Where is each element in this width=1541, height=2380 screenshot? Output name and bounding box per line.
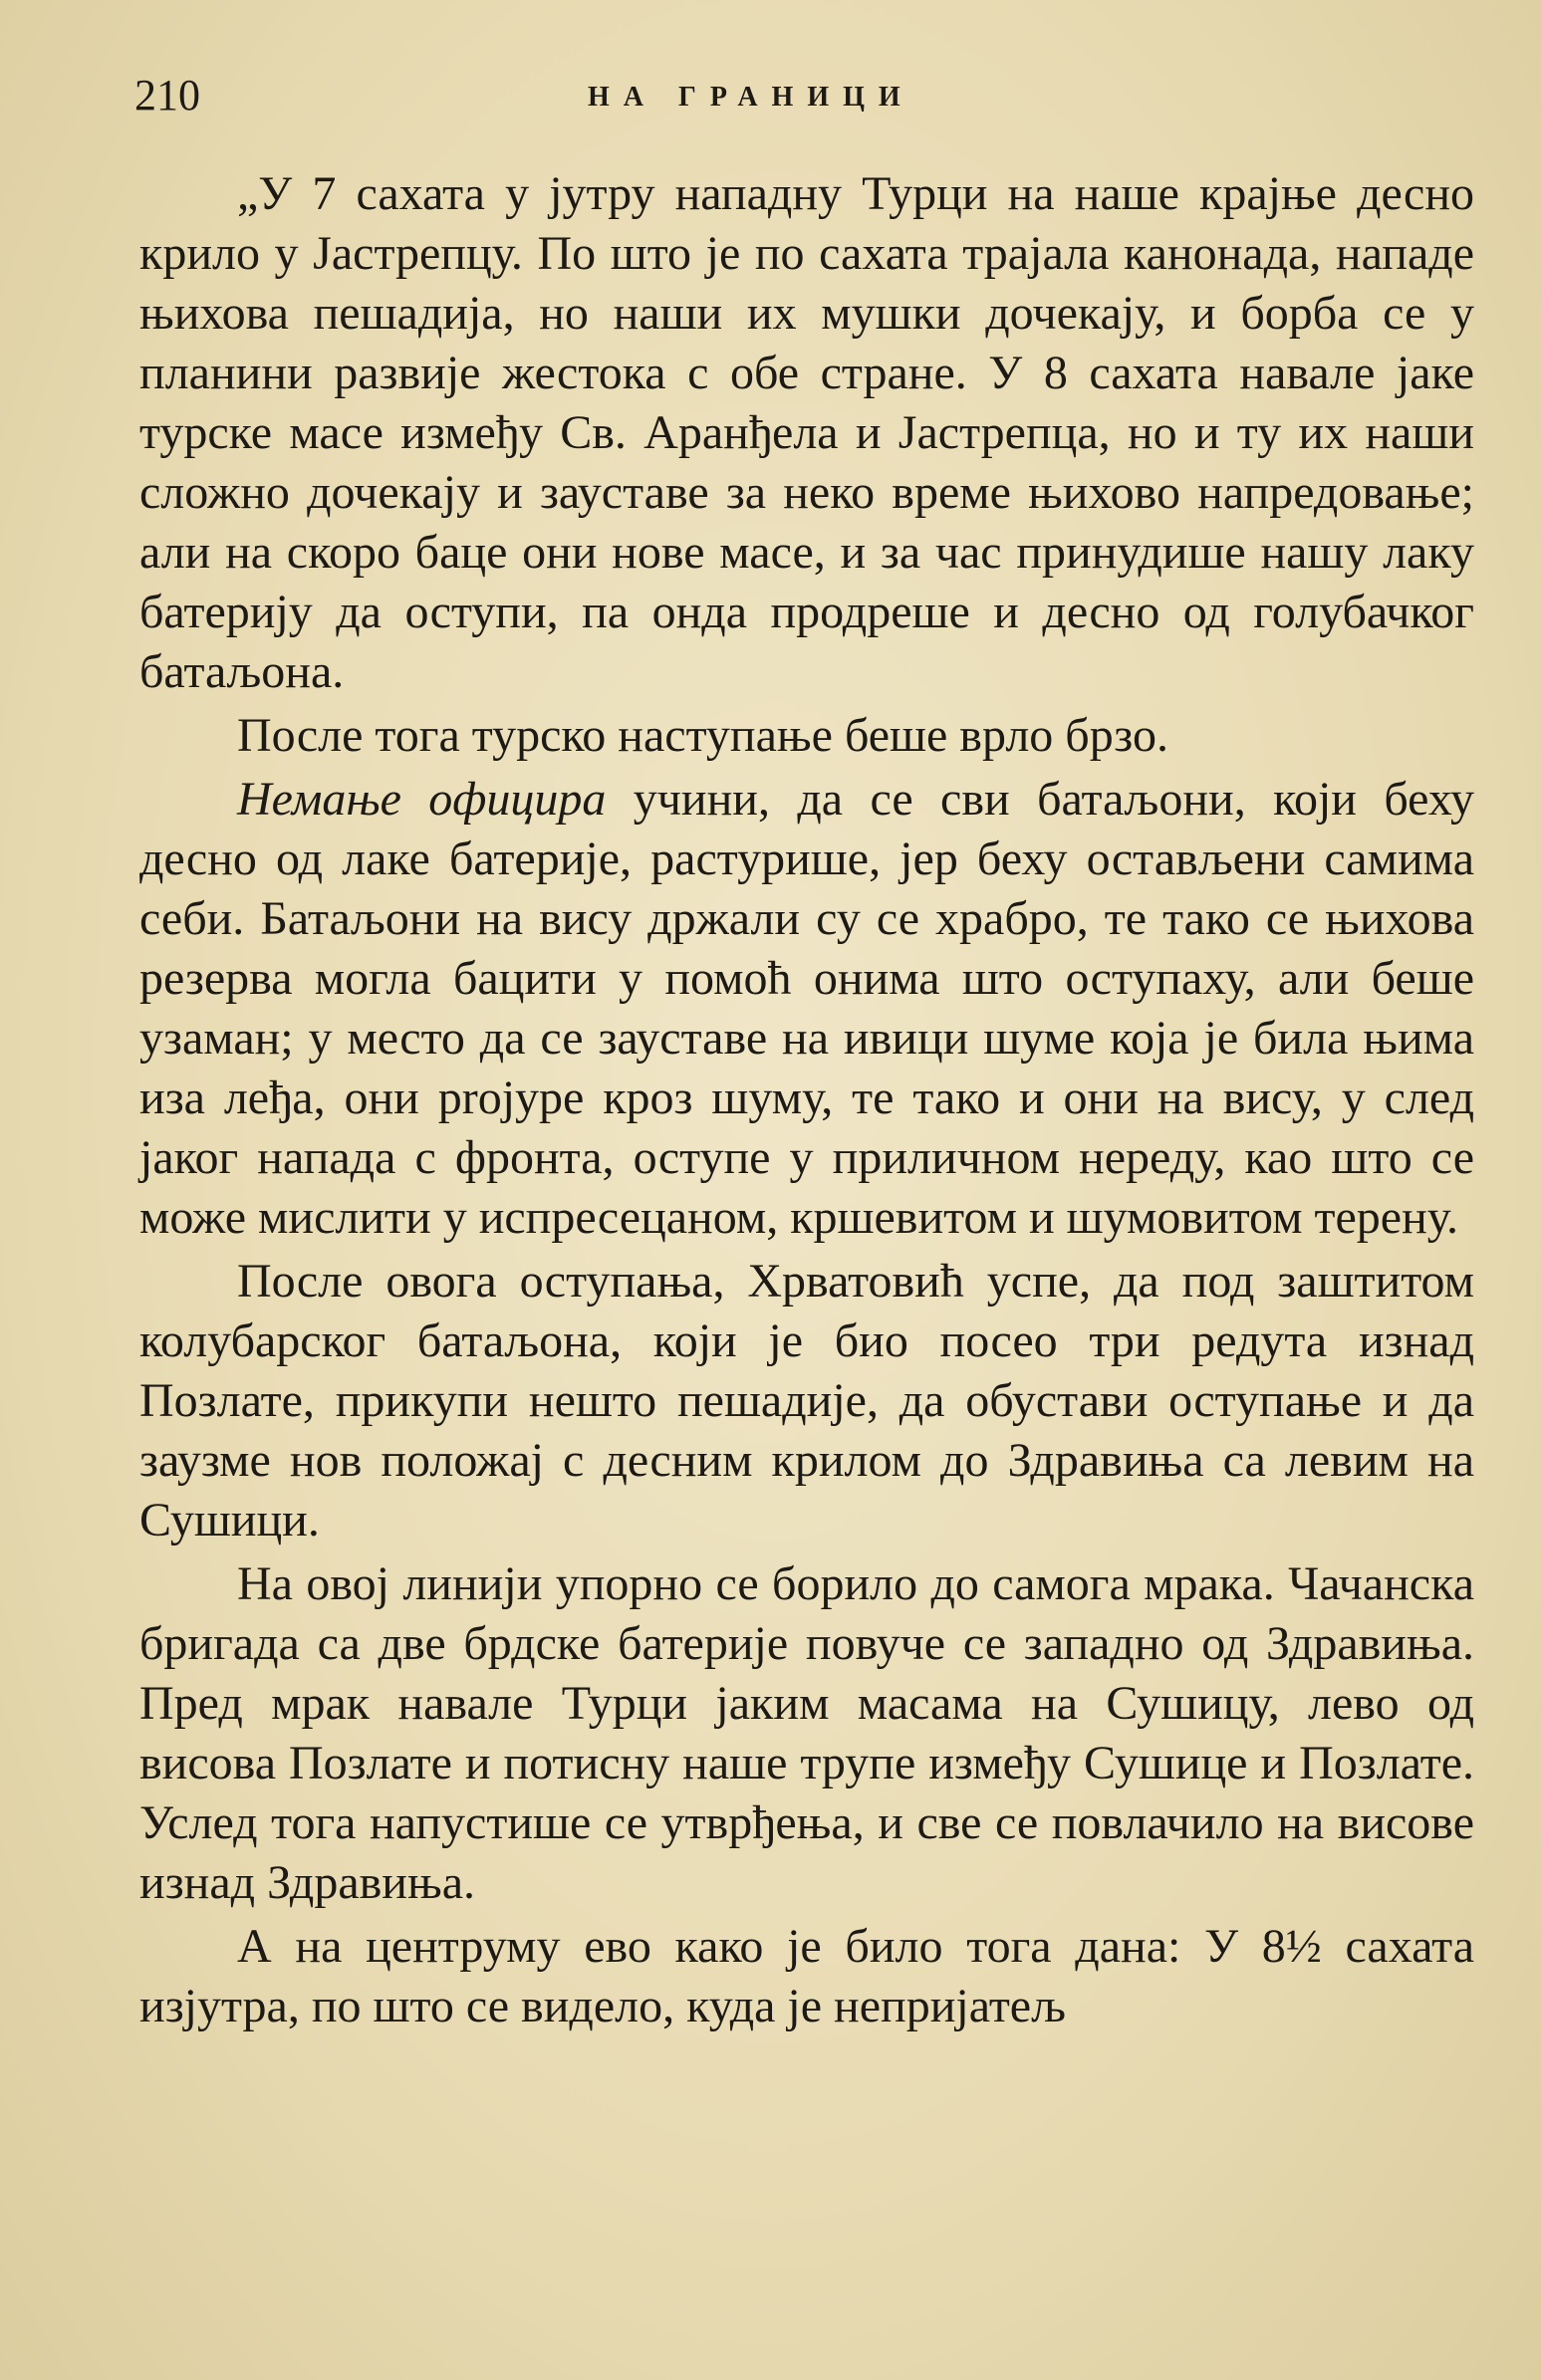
italic-lead: Немање официра bbox=[237, 773, 607, 826]
paragraph-6: А на центруму ево како је било тога дана: У 8½ сахата изјутра, по што се видело, куда је непријатељ bbox=[139, 1920, 1474, 2032]
paragraph-5: На овој линији упорно се борило до самога мрака. Чачанска бригада са две брдске батерије повуче се западно од Здравиња. Пред мрак навале Турци јаким масама на Сушицу, лево од висова Позлате и потисну наше трупе између Сушице и Позлате. Услед тога напустише се утврђења, и све се повлачило на висове изнад Здравиња. bbox=[139, 1557, 1474, 1909]
paragraph-3-text: учини, да се сви батаљони, који беху десно од лаке батерије, растурише, јер беху остављени самима себи. Батаљони на вису држали су се храбро, те тако се њихова резерва могла бацити у помоћ онима што оступаху, али беше узаман; у место да се зауставе на ивици шуме која је била њима иза леђа, они projуре кроз шуму, те тако и они на вису, у след јаког напада с фронта, оступе у приличном нереду, као што се може мислити у испресецаном, кршевитом и шумовитом терену. bbox=[139, 773, 1474, 1244]
running-head: НА ГРАНИЦИ bbox=[588, 82, 914, 113]
page-number: 210 bbox=[134, 71, 200, 119]
paragraph-1: „У 7 сахата у јутру нападну Турци на наше крајње десно крило у Јастрепцу. По што је по сахата трајала канонада, нападе њихова пешадија, но наши их мушки дочекају, и борба се у планини развије жестока с обе стране. У 8 сахата навале јаке турске масе између Св. Аранђела и Јастрепца, но и ту их наши сложно дочекају и зауставе за неко време њихово напредовање; али на скоро баце они нове масе, и за час принудише нашу лаку батерију да оступи, па онда продреше и десно од голубачког батаљона. bbox=[139, 167, 1474, 698]
paragraph-2: После тога турско наступање беше врло брзо. bbox=[237, 709, 1168, 762]
paragraph-3 bbox=[139, 770, 1474, 1248]
body-text bbox=[139, 164, 1474, 2040]
page-header bbox=[134, 70, 1469, 129]
paragraph-4: После овога оступања, Хрватовић успе, да под заштитом колубарског батаљона, који је био посео три редута изнад Позлате, прикупи нешто пешадије, да обустави оступање и да заузме нов положај с десним крилом до Здравиња са левим на Сушици. bbox=[139, 1255, 1474, 1547]
